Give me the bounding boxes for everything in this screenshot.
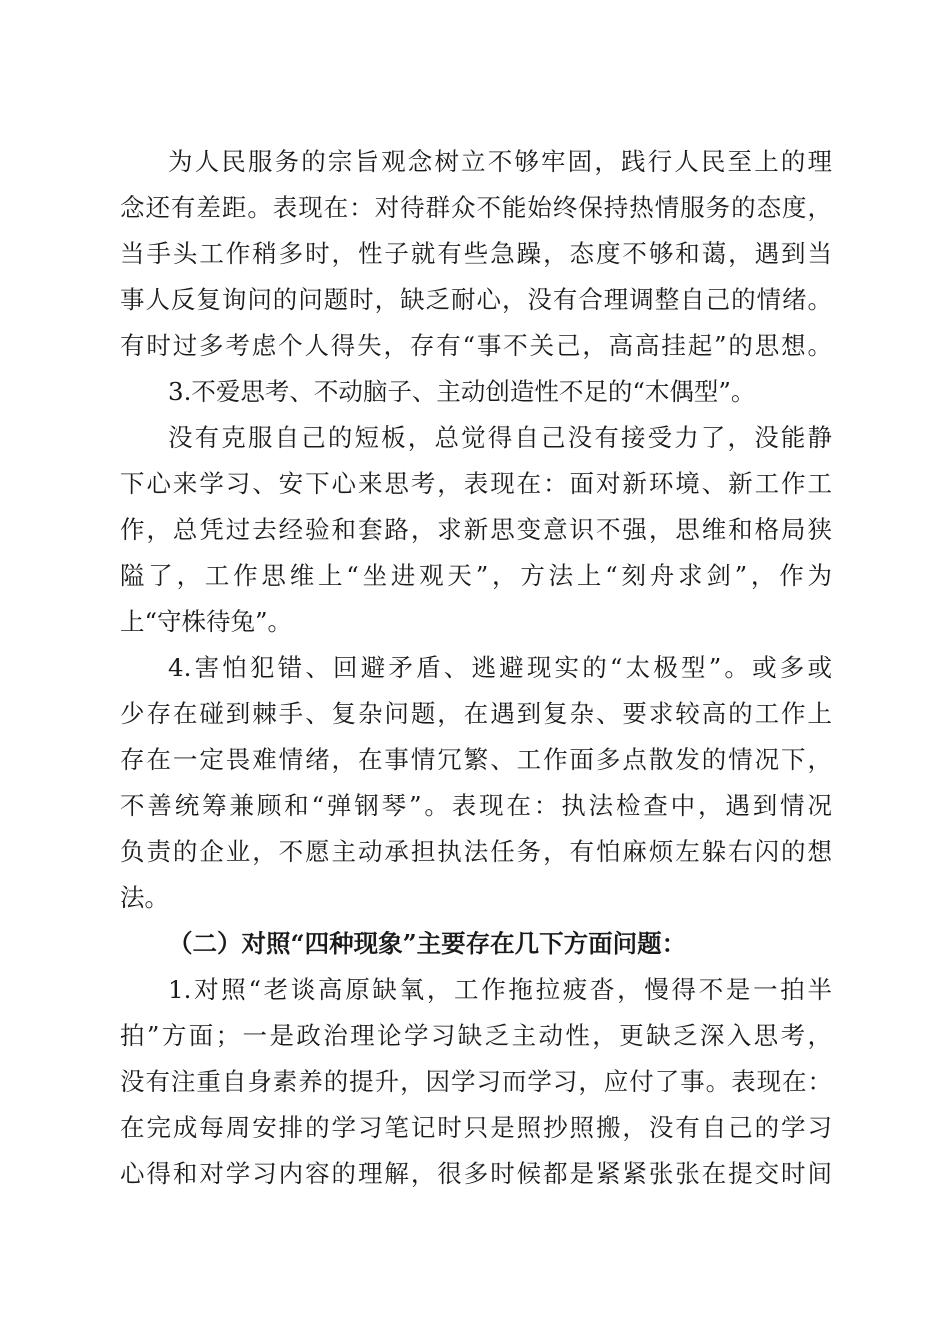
section-heading: （二）对照“四种现象”主要存在几下方面问题： (168, 929, 687, 958)
paragraph-line: 4.害怕犯错、回避矛盾、逃避现实的“太极型”。或多或 (168, 653, 832, 682)
paragraph-line: 没有克服自己的短板，总觉得自己没有接受力了，没能静 (168, 423, 832, 452)
list-item-heading: 3.不爱思考、不动脑子、主动创造性不足的“木偶型”。 (168, 377, 756, 406)
paragraph-line: 没有注重自身素养的提升，因学习而学习，应付了事。表现在： (120, 1067, 832, 1096)
paragraph-line: 隘了，工作思维上“坐进观天”，方法上“刻舟求剑”，作为 (120, 561, 832, 590)
paragraph-line: 下心来学习、安下心来思考，表现在：面对新环境、新工作工 (120, 469, 832, 498)
paragraph-line: 事人反复询问的问题时，缺乏耐心，没有合理调整自己的情绪。 (120, 285, 832, 314)
paragraph-line: 负责的企业，不愿主动承担执法任务，有怕麻烦左躲右闪的想 (120, 837, 832, 866)
paragraph-line: 不善统筹兼顾和“弹钢琴”。表现在：执法检查中，遇到情况 (120, 791, 832, 820)
paragraph-line: 拍”方面；一是政治理论学习缺乏主动性，更缺乏深入思考， (120, 1021, 832, 1050)
paragraph-line: 上“守株待兔”。 (120, 607, 293, 636)
paragraph-line: 心得和对学习内容的理解，很多时候都是紧紧张张在提交时间 (120, 1159, 832, 1188)
paragraph-line: 有时过多考虑个人得失，存有“事不关己，高高挂起”的思想。 (120, 331, 832, 360)
paragraph-line: 法。 (120, 883, 169, 912)
paragraph-line: 当手头工作稍多时，性子就有些急躁，态度不够和蔼，遇到当 (120, 239, 832, 268)
paragraph-line: 存在一定畏难情绪，在事情冗繁、工作面多点散发的情况下， (120, 745, 832, 774)
paragraph-line: 在完成每周安排的学习笔记时只是照抄照搬，没有自己的学习 (120, 1113, 832, 1142)
paragraph-line: 作，总凭过去经验和套路，求新思变意识不强，思维和格局狭 (120, 515, 832, 544)
paragraph-line: 念还有差距。表现在：对待群众不能始终保持热情服务的态度， (120, 193, 832, 222)
paragraph-line: 为人民服务的宗旨观念树立不够牢固，践行人民至上的理 (168, 147, 832, 176)
paragraph-line: 少存在碰到棘手、复杂问题，在遇到复杂、要求较高的工作上 (120, 699, 832, 728)
paragraph-line: 1.对照“老谈高原缺氧，工作拖拉疲沓，慢得不是一拍半 (168, 975, 832, 1004)
